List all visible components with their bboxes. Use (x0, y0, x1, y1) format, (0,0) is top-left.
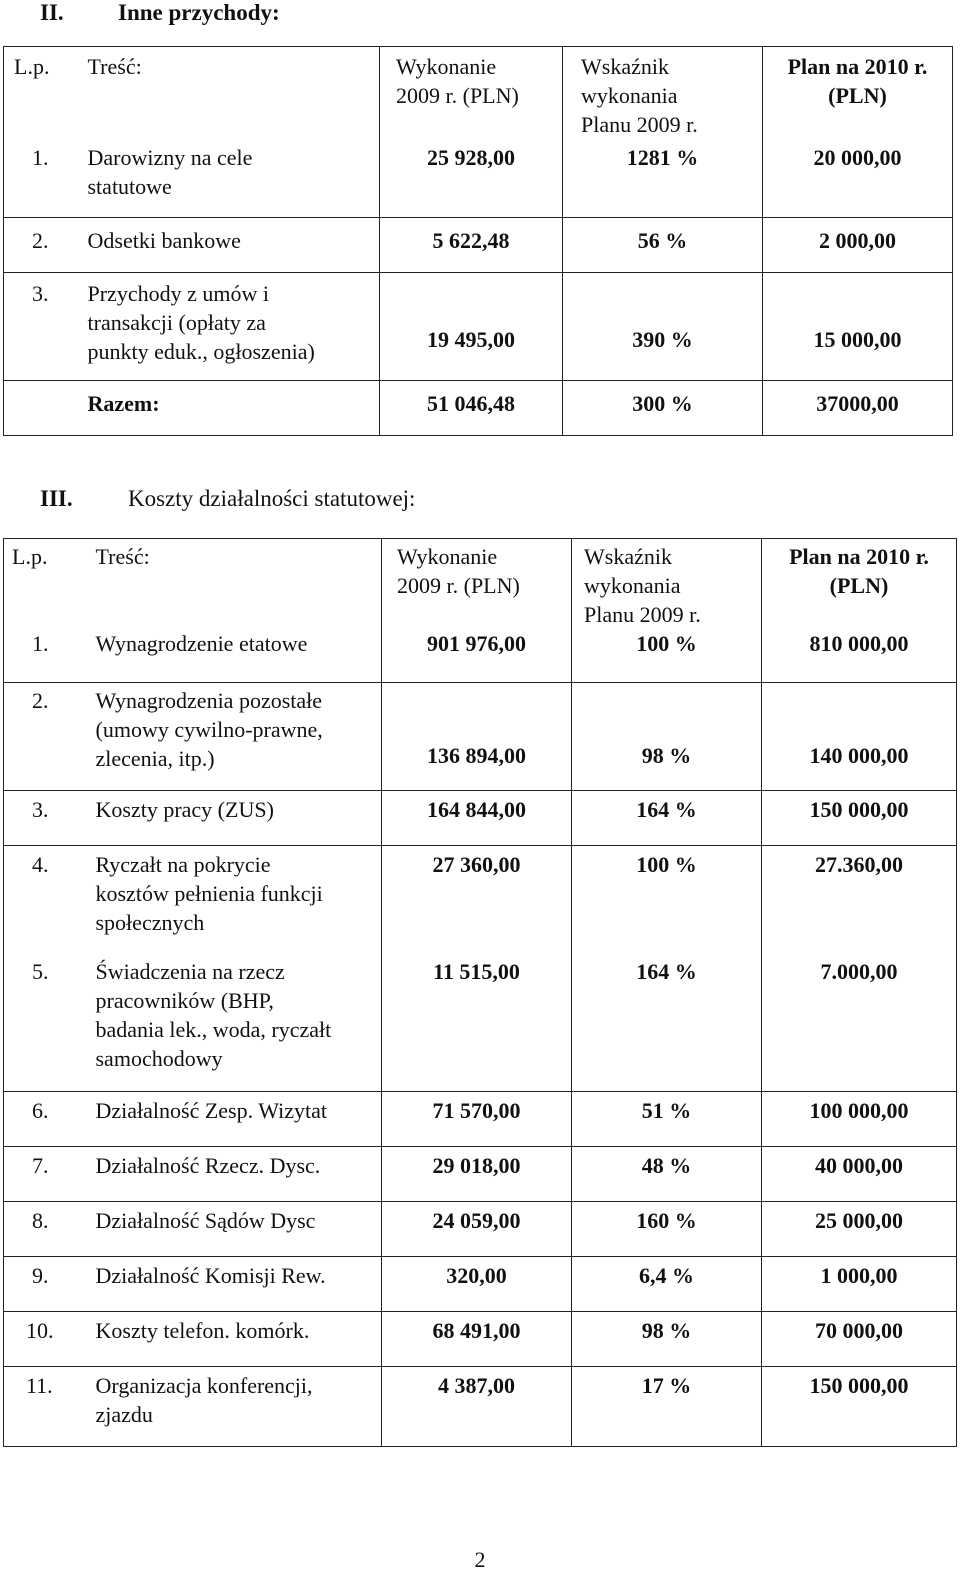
total-label: Razem: (87, 390, 160, 416)
row-plan: 1 000,00 (820, 1262, 898, 1288)
row-wskaznik: 48 % (641, 1152, 692, 1178)
table-row (4, 953, 957, 1091)
row-wykonanie: 68 491,00 (432, 1317, 521, 1343)
table-row (4, 1311, 957, 1366)
table-row (4, 1256, 957, 1311)
row-wskaznik: 98 % (641, 742, 692, 768)
row-wykonanie: 4 387,00 (438, 1372, 515, 1398)
section-3-number: III. (40, 486, 73, 511)
table-row (4, 272, 953, 380)
row-lp: 3. (32, 280, 49, 306)
row-wykonanie: 11 515,00 (433, 959, 520, 984)
row-plan: 15 000,00 (813, 326, 902, 352)
row-lp: 10. (26, 1317, 54, 1343)
row-wykonanie: 19 495,00 (427, 326, 515, 352)
total-wskaznik: 300 % (632, 390, 693, 416)
row-wykonanie: 901 976,00 (427, 631, 526, 656)
costs-table (3, 538, 957, 1447)
table-row (4, 1146, 957, 1201)
row-plan: 25 000,00 (815, 1207, 903, 1233)
row-wskaznik: 1281 % (626, 145, 699, 170)
tresc-header: Treść: (95, 544, 150, 569)
row-wskaznik: 164 % (636, 959, 697, 984)
row-tresc: Działalność Zesp. Wizytat (95, 1097, 327, 1123)
section-2-title: Inne przychody: (118, 0, 280, 25)
row-lp: 5. (32, 959, 49, 984)
row-wskaznik: 160 % (636, 1207, 697, 1233)
row-lp: 11. (26, 1372, 53, 1398)
row-tresc: Koszty telefon. komórk. (95, 1317, 310, 1343)
table-row (4, 1091, 957, 1146)
row-plan: 150 000,00 (809, 796, 909, 822)
row-tresc: Przychody z umów i transakcji (opłaty za punkty eduk., ogłoszenia) (87, 280, 315, 364)
row-lp: 6. (32, 1097, 49, 1123)
row-plan: 140 000,00 (809, 742, 909, 768)
row-lp: 8. (32, 1207, 49, 1233)
row-plan: 100 000,00 (809, 1097, 909, 1123)
row-plan: 7.000,00 (820, 959, 898, 984)
row-lp: 3. (32, 796, 49, 822)
row-tresc: Ryczałt na pokrycie kosztów pełnienia funkcji społecznych (95, 851, 323, 935)
section-3-heading (40, 484, 415, 513)
row-wskaznik: 56 % (637, 227, 688, 253)
row-lp: 1. (32, 145, 49, 170)
row-tresc: Wynagrodzenie etatowe (95, 631, 308, 656)
lp-header: L.p. (14, 54, 50, 79)
row-wskaznik: 164 % (636, 796, 697, 822)
row-wskaznik: 100 % (636, 851, 697, 877)
row-tresc: Działalność Sądów Dysc (95, 1207, 316, 1233)
section-2-heading (40, 0, 280, 27)
section-3-title: Koszty działalności statutowej: (128, 486, 416, 511)
row-tresc: Wynagrodzenia pozostałe (umowy cywilno-prawne, zlecenia, itp.) (95, 687, 323, 771)
section-2-number: II. (40, 0, 64, 25)
row-lp: 1. (32, 631, 49, 656)
lp-header: L.p. (12, 544, 48, 569)
table-row (4, 790, 957, 845)
row-plan: 2 000,00 (819, 227, 896, 253)
table-row (4, 1366, 957, 1446)
row-plan: 810 000,00 (809, 631, 909, 656)
row-tresc: Działalność Rzecz. Dysc. (95, 1152, 321, 1178)
total-row (4, 380, 953, 435)
table-row (4, 682, 957, 790)
total-wykonanie: 51 046,48 (427, 390, 515, 416)
row-plan: 40 000,00 (815, 1152, 903, 1178)
row-lp: 9. (32, 1262, 49, 1288)
row-wskaznik: 6,4 % (639, 1262, 694, 1288)
table-header-row (4, 47, 953, 140)
row-wykonanie: 164 844,00 (427, 796, 526, 822)
wskaznik-header: Wskaźnik wykonania Planu 2009 r. (584, 544, 701, 627)
row-wykonanie: 25 928,00 (427, 145, 515, 170)
plan-header: Plan na 2010 r. (PLN) (789, 544, 929, 598)
row-wykonanie: 5 622,48 (432, 227, 510, 253)
row-lp: 4. (32, 851, 49, 877)
row-wskaznik: 51 % (641, 1097, 692, 1123)
income-table (3, 46, 953, 436)
row-wskaznik: 98 % (641, 1317, 692, 1343)
table-header-row (4, 539, 957, 630)
row-plan: 70 000,00 (815, 1317, 903, 1343)
row-wykonanie: 320,00 (446, 1262, 507, 1288)
tresc-header: Treść: (87, 54, 142, 79)
wskaznik-header: Wskaźnik wykonania Planu 2009 r. (581, 54, 698, 137)
row-tresc: Koszty pracy (ZUS) (95, 796, 274, 822)
wykonanie-header: Wykonanie 2009 r. (PLN) (397, 544, 520, 598)
row-tresc: Działalność Komisji Rew. (95, 1262, 326, 1288)
row-tresc: Świadczenia na rzecz pracowników (BHP, badania lek., woda, ryczałt samochodowy (95, 959, 332, 1071)
total-plan: 37000,00 (816, 390, 899, 416)
row-wykonanie: 71 570,00 (432, 1097, 521, 1123)
row-tresc: Odsetki bankowe (87, 227, 241, 253)
row-wskaznik: 100 % (636, 631, 697, 656)
row-plan: 20 000,00 (813, 145, 902, 170)
row-wykonanie: 24 059,00 (432, 1207, 521, 1233)
table-row (4, 629, 957, 682)
row-lp: 2. (32, 227, 49, 253)
table-row (4, 1201, 957, 1256)
plan-header: Plan na 2010 r. (PLN) (787, 54, 928, 108)
row-wykonanie: 27 360,00 (432, 851, 521, 877)
row-tresc: Darowizny na cele statutowe (87, 145, 253, 199)
page-number: 2 (474, 1547, 486, 1572)
table-row (4, 139, 953, 217)
table-row (4, 217, 953, 272)
table-row (4, 845, 957, 953)
row-plan: 27.360,00 (815, 851, 903, 877)
row-lp: 2. (32, 687, 49, 713)
row-wykonanie: 136 894,00 (427, 742, 526, 768)
row-wskaznik: 390 % (632, 326, 693, 352)
row-tresc: Organizacja konferencji, zjazdu (95, 1372, 313, 1427)
wykonanie-header: Wykonanie 2009 r. (PLN) (396, 54, 519, 108)
row-plan: 150 000,00 (809, 1372, 909, 1398)
row-wskaznik: 17 % (641, 1372, 692, 1398)
row-wykonanie: 29 018,00 (432, 1152, 521, 1178)
row-lp: 7. (32, 1152, 49, 1178)
